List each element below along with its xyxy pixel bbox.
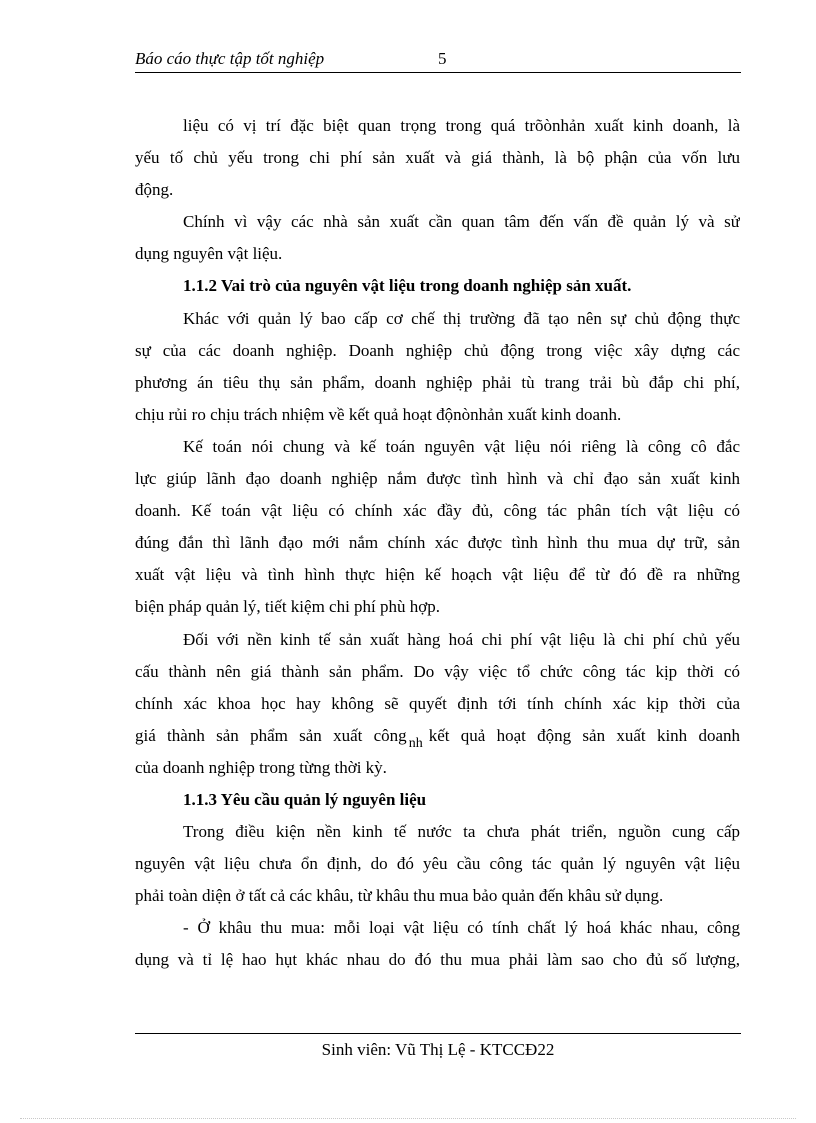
text-line: xuất vật liệu và tình hình thực hiện kế hoạch vật liệu để từ đó đề ra những (135, 565, 740, 585)
text-line: đúng đắn thì lãnh đạo mới nắm chính xác được tình hình thu mua dự trữ, sản (135, 533, 740, 553)
text-line: phải toàn diện ở tất cả các khâu, từ khâu thu mua bảo quản đến khâu sử dụng. (135, 886, 664, 906)
text-line: doanh. Kế toán vật liệu có chính xác đầy đủ, công tác phân tích vật liệu có (135, 501, 740, 521)
text-fragment: kết quả hoạt động sản xuất kinh doanh (428, 725, 740, 745)
text-line-with-subscript (135, 720, 740, 752)
footer-divider (135, 1033, 741, 1034)
text-line: động. (135, 180, 174, 200)
footer-author: Sinh viên: Vũ Thị Lệ - KTCCĐ22 (321, 1040, 555, 1059)
text-line: - Ở khâu thu mua: mỗi loại vật liệu có tính chất lý hoá khác nhau, công (183, 918, 740, 938)
text-line: liệu có vị trí đặc biệt quan trọng trong quá trõònhản xuất kinh doanh, là (183, 116, 740, 135)
subscript-fragment: nh (408, 735, 423, 751)
text-line: dụng và tỉ lệ hao hụt khác nhau do đó thu mua phải làm sao cho đủ số lượng, (135, 950, 740, 970)
text-line: yếu tố chủ yếu trong chi phí sản xuất và giá thành, là bộ phận của vốn lưu (135, 148, 740, 168)
text-line: Chính vì vậy các nhà sản xuất cần quan tâm đến vấn đề quản lý và sử (183, 212, 740, 232)
text-line: Đối với nền kinh tế sản xuất hàng hoá chi phí vật liệu là chi phí chủ yếu (183, 629, 740, 649)
section-heading-1-1-3: 1.1.3 Yêu cầu quản lý nguyên liệu (183, 789, 427, 809)
text-line: dụng nguyên vật liệu. (135, 244, 283, 264)
section-heading-1-1-2: 1.1.2 Vai trò của nguyên vật liệu trong doanh nghiệp sản xuất. (183, 276, 632, 296)
text-line: Trong điều kiện nền kinh tế nước ta chưa phát triển, nguồn cung cấp (183, 822, 740, 842)
document-body (135, 110, 740, 977)
text-line: lực giúp lãnh đạo doanh nghiệp nắm được tình hình và chỉ đạo sản xuất kinh (135, 469, 740, 489)
text-line: nguyên vật liệu chưa ổn định, do đó yêu cầu công tác quản lý nguyên vật liệu (135, 854, 740, 874)
text-line: phương án tiêu thụ sản phẩm, doanh nghiệp phải tù trang trải bù đắp chi phí, (135, 372, 740, 392)
text-line: chịu rủi ro chịu trách nhiệm về kết quả hoạt độnònhản xuất kinh doanh. (135, 404, 622, 424)
page-edge-divider (20, 1118, 796, 1119)
text-line: của doanh nghiệp trong từng thời kỳ. (135, 757, 387, 777)
text-line: Khác với quản lý bao cấp cơ chế thị trường đã tạo nên sự chủ động thực (183, 308, 740, 328)
page-number: 5 (438, 49, 447, 68)
text-line: Kế toán nói chung và kế toán nguyên vật liệu nói riêng là công cô đắc (183, 436, 740, 456)
page-header (135, 44, 741, 73)
text-line: cấu thành nên giá thành sản phẩm. Do vậy việc tổ chức công tác kịp thời có (135, 661, 740, 681)
text-fragment: giá thành sản phẩm sản xuất công (135, 725, 407, 745)
text-line: sự của các doanh nghiệp. Doanh nghiệp chủ động trong việc xây dựng các (135, 340, 740, 360)
text-line: chính xác khoa học hay không sẽ quyết định tới tính chính xác kịp thời của (135, 693, 740, 713)
text-line: biện pháp quản lý, tiết kiệm chi phí phù hợp. (135, 597, 441, 617)
report-title: Báo cáo thực tập tốt nghiệp (135, 49, 325, 68)
